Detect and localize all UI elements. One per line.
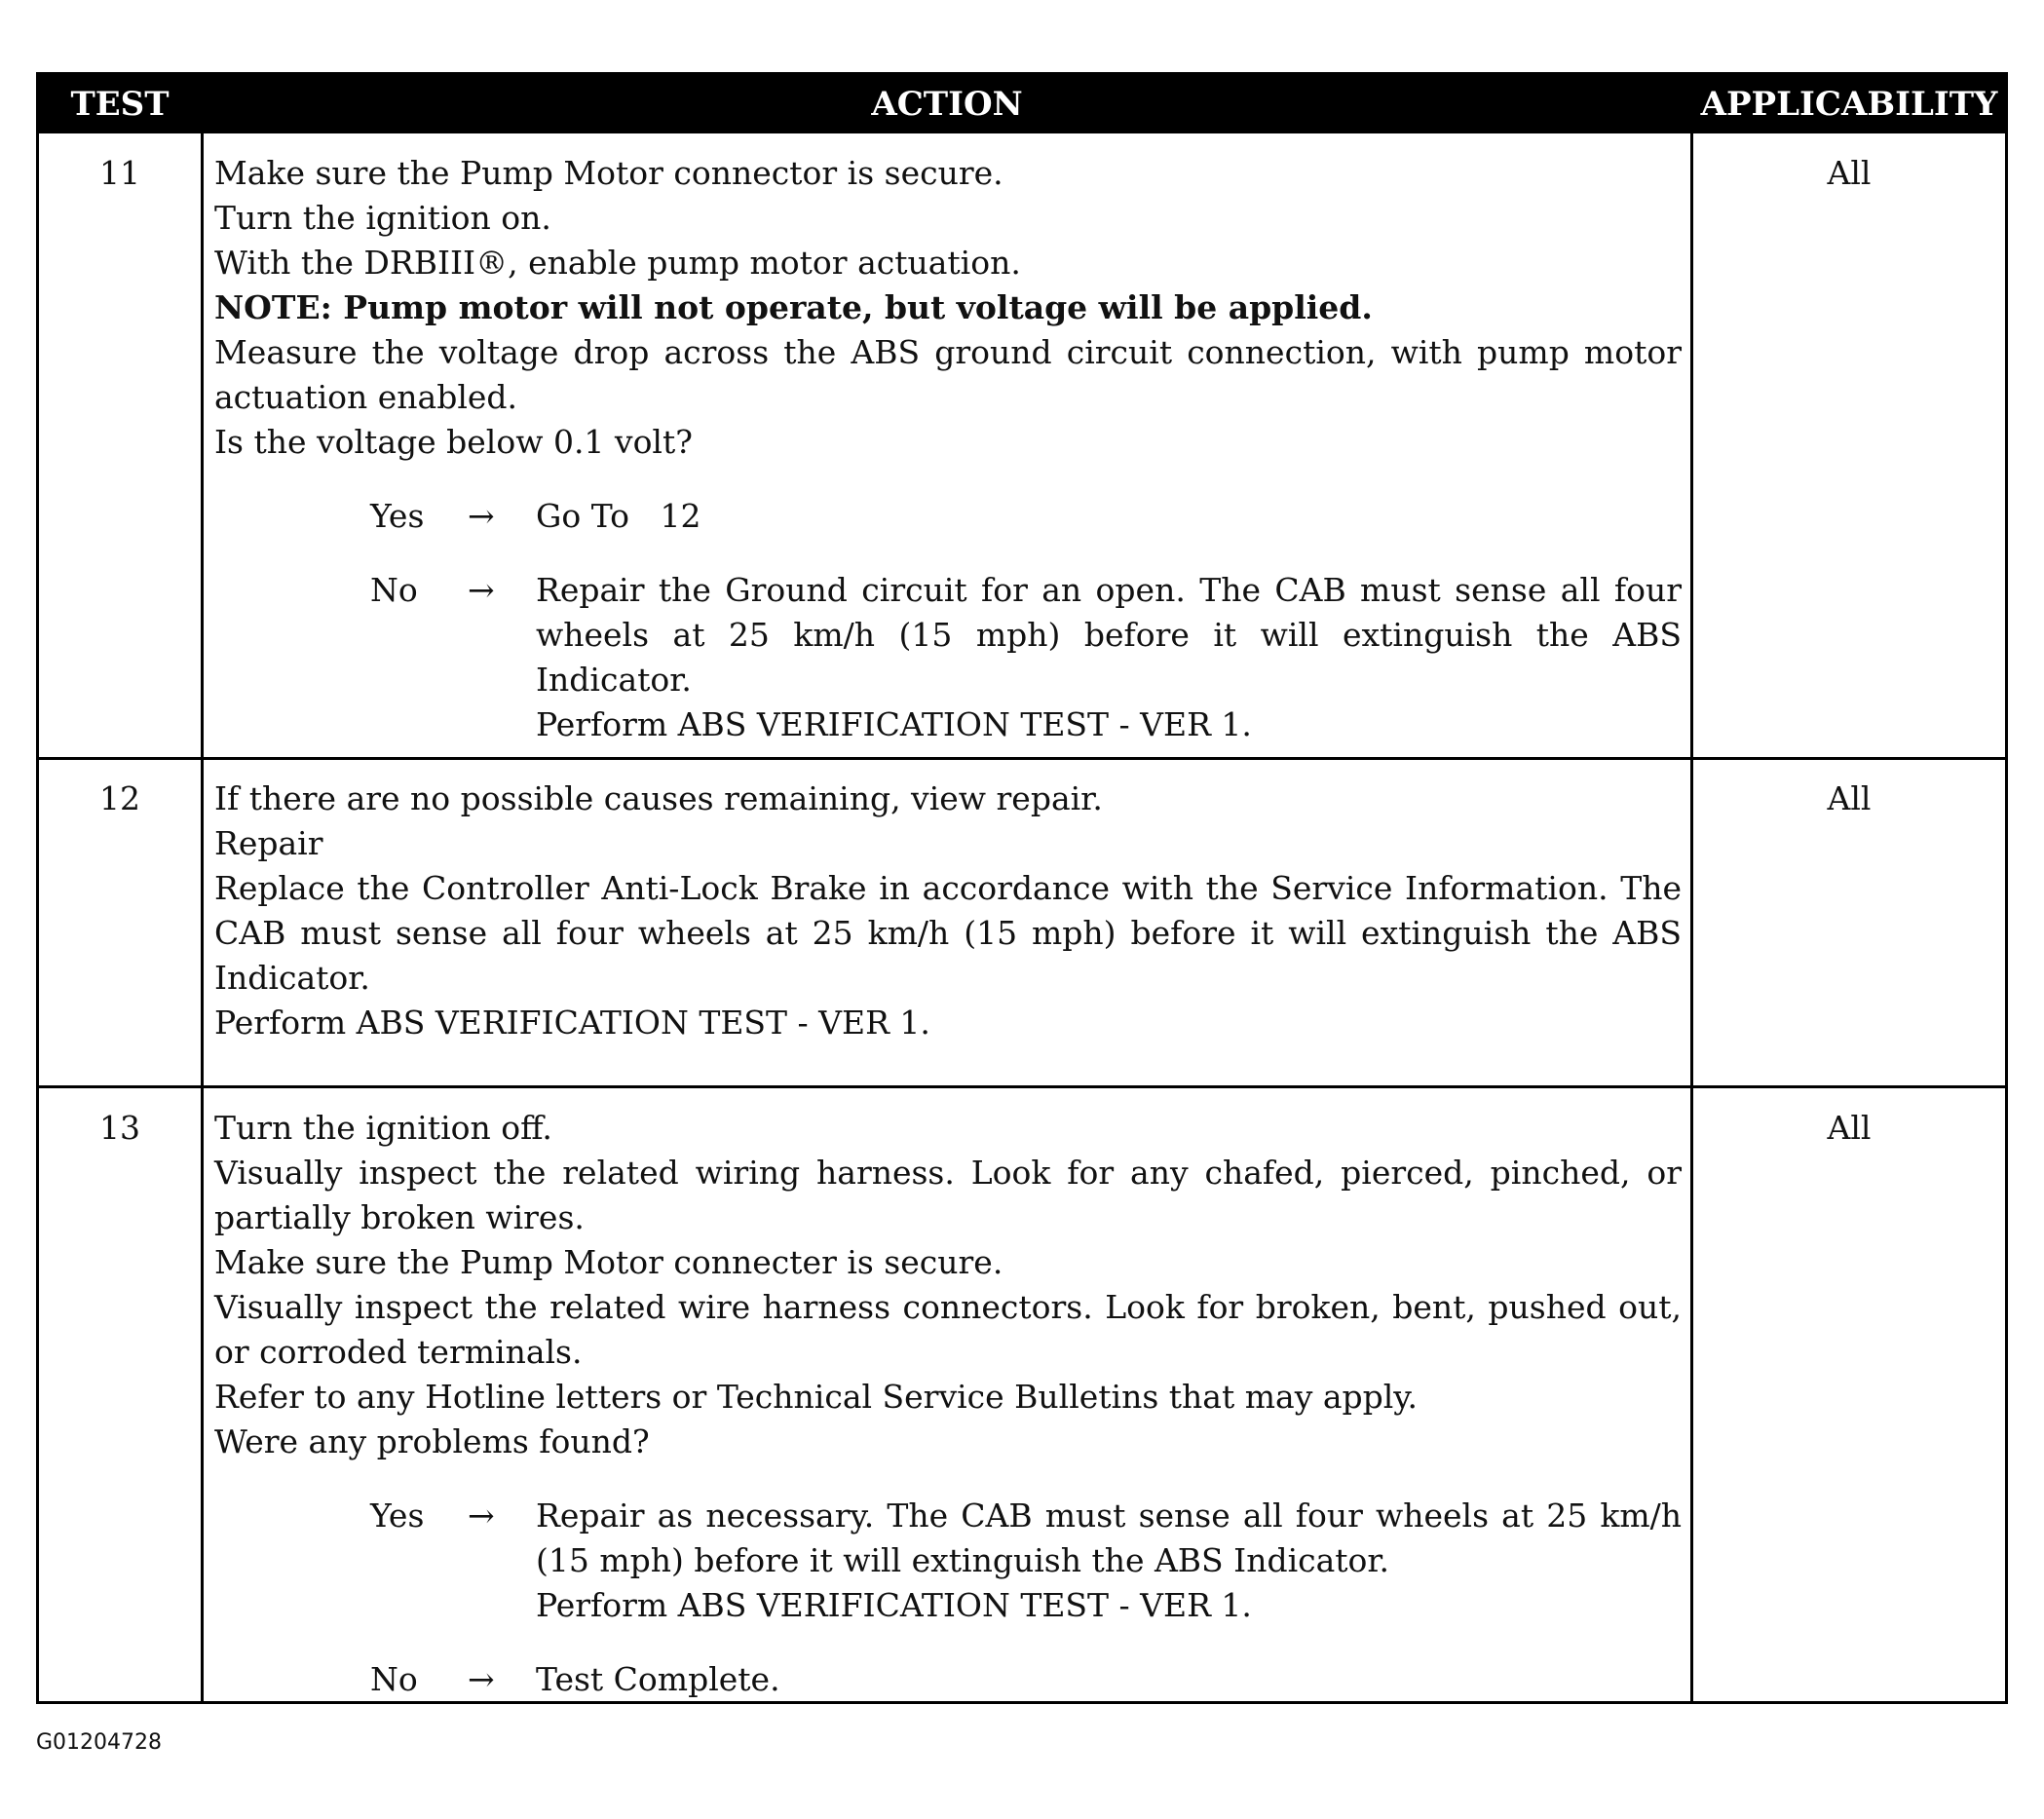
test-number: 11 — [99, 154, 140, 192]
action-cell — [214, 1106, 1682, 1702]
no-label: No — [370, 571, 418, 609]
action-line: Refer to any Hotline letters or Technical Service Bulletins that may apply. — [214, 1378, 1419, 1416]
yes-label: Yes — [370, 1497, 425, 1535]
repair-text-perform: Perform ABS VERIFICATION TEST - VER 1. — [214, 1004, 930, 1042]
arrow-icon: → — [468, 497, 495, 535]
row-divider — [39, 757, 2005, 760]
repair-label: Repair — [214, 824, 323, 862]
header-action: ACTION — [871, 85, 1023, 124]
applicability-value: All — [1827, 154, 1872, 192]
action-line: Were any problems found? — [214, 1422, 650, 1460]
yes-text: Go To 12 — [536, 497, 701, 535]
action-line: Turn the ignition off. — [214, 1109, 552, 1147]
no-text-perform: Perform ABS VERIFICATION TEST - VER 1. — [536, 705, 1252, 743]
no-option — [214, 1657, 1682, 1702]
action-line: Make sure the Pump Motor connector is secure. — [214, 154, 1003, 192]
no-text: Repair the Ground circuit for an open. The CAB must sense all four wheels at 25 km/h (15 mph) before it will extinguish the ABS Indicator. — [536, 571, 1682, 699]
action-line: Is the voltage below 0.1 volt? — [214, 423, 693, 461]
no-text: Test Complete. — [536, 1660, 780, 1698]
repair-text: Replace the Controller Anti-Lock Brake in accordance with the Service Information. The CAB must sense all four wheels at 25 km/h (15 mph) before it will extinguish the ABS Indicator. — [214, 869, 1682, 997]
header-test: TEST — [70, 85, 170, 124]
yes-option — [214, 1494, 1682, 1628]
row-divider — [39, 1085, 2005, 1088]
action-line: If there are no possible causes remaining, view repair. — [214, 779, 1103, 817]
action-line: Visually inspect the related wire harness connectors. Look for broken, bent, pushed out, or corroded terminals. — [214, 1288, 1682, 1371]
arrow-icon: → — [468, 571, 495, 609]
figure-id: G01204728 — [36, 1730, 163, 1755]
yes-option — [214, 494, 1682, 539]
no-label: No — [370, 1660, 418, 1698]
action-line: Make sure the Pump Motor connecter is secure. — [214, 1243, 1003, 1281]
arrow-icon: → — [468, 1660, 495, 1698]
action-line: Measure the voltage drop across the ABS ground circuit connection, with pump motor actuation enabled. — [214, 333, 1682, 416]
action-cell — [214, 151, 1682, 747]
yes-text: Repair as necessary. The CAB must sense all four wheels at 25 km/h (15 mph) before it will extinguish the ABS Indicator. — [536, 1497, 1682, 1579]
arrow-icon: → — [468, 1497, 495, 1535]
action-line: Turn the ignition on. — [214, 199, 551, 237]
column-divider — [1690, 75, 1693, 1701]
table-header — [39, 75, 2005, 133]
action-line: With the DRBIII®, enable pump motor actuation. — [214, 244, 1021, 282]
test-table — [36, 72, 2008, 1704]
header-applicability: APPLICABILITY — [1700, 85, 1998, 124]
action-cell — [214, 777, 1682, 1045]
yes-label: Yes — [370, 497, 425, 535]
test-number: 13 — [99, 1109, 140, 1147]
no-option — [214, 568, 1682, 747]
action-line: Visually inspect the related wiring harness. Look for any chafed, pierced, pinched, or partially broken wires. — [214, 1154, 1682, 1236]
test-number: 12 — [99, 779, 140, 817]
yes-text-perform: Perform ABS VERIFICATION TEST - VER 1. — [536, 1586, 1252, 1624]
applicability-value: All — [1827, 1109, 1872, 1147]
applicability-value: All — [1827, 779, 1872, 817]
column-divider — [201, 75, 204, 1701]
note-text: NOTE: Pump motor will not operate, but voltage will be applied. — [214, 288, 1373, 326]
